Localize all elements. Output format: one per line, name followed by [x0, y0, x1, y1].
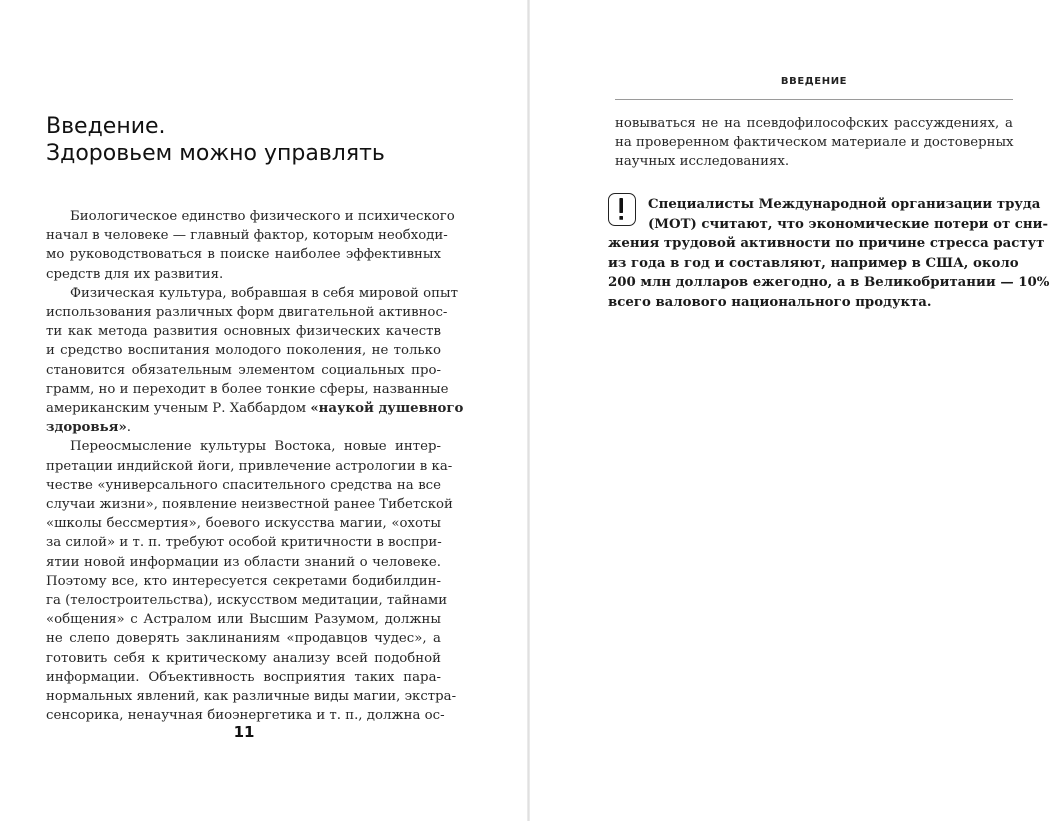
- notice-box-text: [608, 195, 1050, 313]
- right-page: [530, 0, 1059, 821]
- header-rule: [615, 99, 1013, 100]
- exclamation-icon: [608, 193, 636, 226]
- text-line: становится обязательным элементом социальных про-: [46, 362, 441, 378]
- notice-line: 200 млн долларов ежегодно, а в Великобритании — 10%: [608, 275, 1050, 291]
- text-line: за силой» и т. п. требуют особой критичности в воспри-: [46, 535, 442, 551]
- text-line: и средство воспитания молодого поколения, не только: [46, 343, 441, 359]
- page-number: 11: [233, 723, 255, 741]
- chapter-title-line-1: Введение.: [46, 114, 166, 139]
- emphasis-text: «наукой душевного: [310, 401, 464, 417]
- text-line: Физическая культура, вобравшая в себя мировой опыт: [70, 285, 458, 301]
- emphasis-text: здоровья»: [46, 420, 127, 436]
- text-line: честве «универсального спасительного средства на все: [46, 477, 441, 493]
- chapter-title-line-2: Здоровьем можно управлять: [46, 141, 385, 166]
- text-line: Переосмысление культуры Востока, новые интер-: [70, 439, 441, 455]
- continuation-text: [615, 114, 1013, 172]
- text-line: готовить себя к критическому анализу всей подобной: [46, 650, 441, 666]
- paragraph-1: [46, 207, 455, 284]
- text-line: ятии новой информации из области знаний о человеке.: [46, 554, 441, 570]
- text-line: нормальных явлений, как различные виды магии, экстра-: [46, 689, 457, 705]
- text-line: мо руководствоваться в поиске наиболее эффективных: [46, 247, 441, 263]
- text-line: Поэтому все, кто интересуется секретами бодибилдин-: [46, 573, 441, 589]
- text-line: га (телостроительства), искусством медитации, тайнами: [46, 593, 448, 609]
- exclamation-glyph: [609, 194, 634, 224]
- chapter-title: [46, 113, 486, 167]
- text-line: ти как метода развития основных физических качеств: [46, 324, 441, 340]
- text-line: [46, 399, 464, 418]
- text-line: Биологическое единство физического и психического: [70, 209, 455, 224]
- paragraph-2: [46, 284, 464, 438]
- text-segment: американским ученым Р. Хаббардом: [46, 401, 311, 417]
- text-line: научных исследованиях.: [615, 154, 790, 170]
- text-line: случаи жизни», появление неизвестной ранее Тибетской: [46, 497, 453, 513]
- text-line: информации. Объективность восприятия таких пара-: [46, 669, 441, 685]
- notice-line: жения трудовой активности по причине стресса растут: [608, 236, 1045, 252]
- text-line: сенсорика, ненаучная биоэнергетика и т. п., должна ос-: [46, 708, 445, 724]
- text-line: грамм, но и переходит в более тонкие сферы, названные: [46, 381, 449, 397]
- left-page: [0, 0, 528, 821]
- text-line: претации индийской йоги, привлечение астрологии в ка-: [46, 458, 453, 474]
- notice-line: (МОТ) считают, что экономические потери от сни-: [648, 216, 1049, 232]
- text-line: «общения» с Астралом или Высшим Разумом, должны: [46, 612, 441, 628]
- text-line: средств для их развития.: [46, 266, 224, 282]
- text-segment: .: [126, 420, 132, 436]
- text-line: на проверенном фактическом материале и достоверных: [615, 135, 1014, 151]
- text-line: не слепо доверять заклинаниям «продавцов чудес», а: [46, 631, 441, 647]
- notice-line: Специалисты Международной организации труда: [648, 197, 1041, 212]
- text-line: начал в человеке — главный фактор, которым необходи-: [46, 228, 448, 244]
- running-head: ВВЕДЕНИЕ: [780, 76, 848, 87]
- paragraph-3: [46, 437, 457, 725]
- text-line: использования различных форм двигательной активнос-: [46, 305, 448, 321]
- body-text: [46, 207, 464, 725]
- notice-line: всего валового национального продукта.: [608, 294, 932, 310]
- text-line: [46, 418, 441, 437]
- notice-line: из года в год и составляют, например в США, около: [608, 255, 1019, 271]
- text-line: новываться не на псевдофилософских рассуждениях, а: [615, 116, 1013, 131]
- text-line: «школы бессмертия», боевого искусства магии, «охоты: [46, 516, 441, 532]
